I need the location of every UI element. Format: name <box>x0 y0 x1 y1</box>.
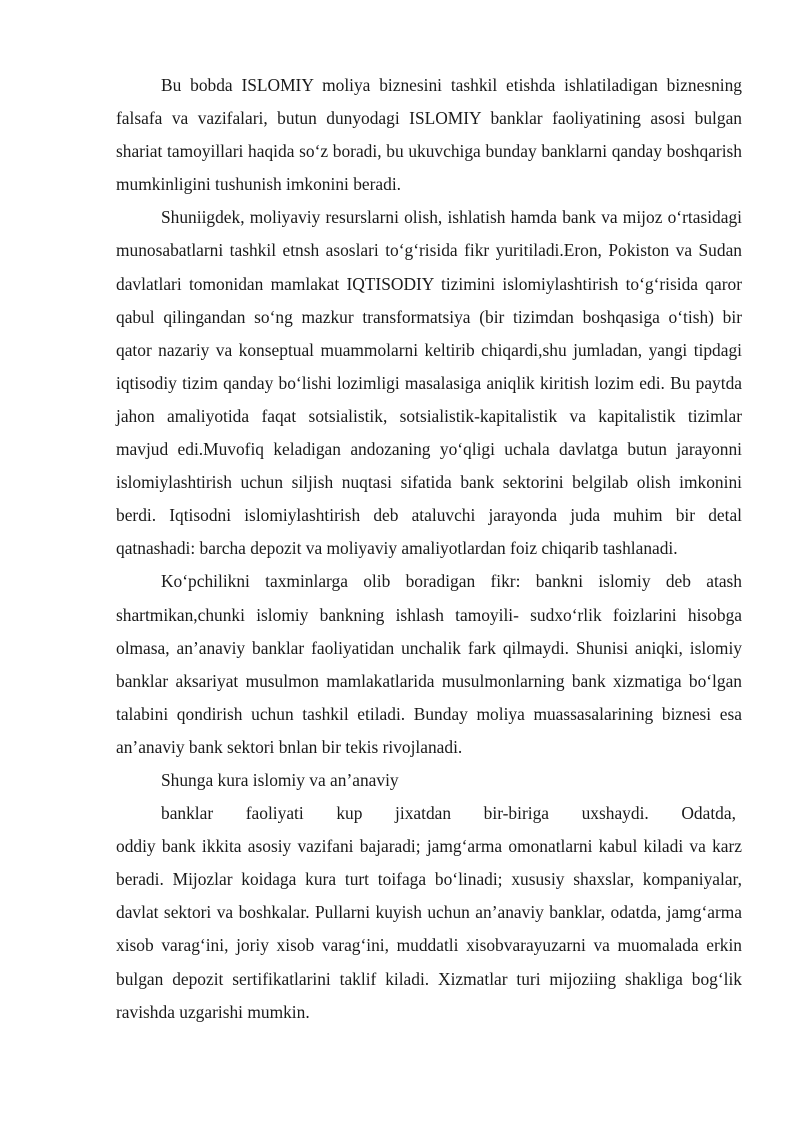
spread-word: kup <box>336 803 363 824</box>
spread-word: faoliyati <box>245 803 304 824</box>
document-body <box>116 69 742 1029</box>
spread-word: uxshaydi. <box>581 803 649 824</box>
spread-word: jixatdan <box>395 803 452 824</box>
paragraph-islamic-banks: Ko‘pchilikni taxminlarga olib boradigan fikr: bankni islomiy deb atash shartmikan,chunki islomiy bankning ishlash tamoyili- sudxo‘rlik foizlarini hisobga olmasa, an’anaviy banklar faoliyatidan unchalik fark qilmaydi. Shunisi aniqki, islomiy banklar aksariyat musulmon mamlakatlarida musulmonlarning bank xizmatiga bo‘lgan talabini qondirish uchun tashkil etiladi. Bunday moliya muassasalarining biznesi esa an’anaviy bank sektori bnlan bir tekis rivojlanadi. <box>116 571 742 757</box>
spread-line <box>116 797 742 830</box>
paragraph-islamization: Shuniigdek, moliyaviy resurslarni olish, ishlatish hamda bank va mijoz o‘rtasidagi munosabatlarni tashkil etnsh asoslari to‘g‘risida fikr yuritiladi.Eron, Pokiston va Sudan davlatlari tomonidan mamlakat IQTISODIY tizimini islomiylashtirish to‘g‘risida qaror qabul qilingandan so‘ng mazkur transformatsiya (bir tizimdan boshqasiga o‘tish) bir qator nazariy va konseptual muammolarni keltirib chiqardi,shu jumladan, yangi tipdagi iqtisodiy tizim qanday bo‘lishi lozimligi masalasiga aniqlik kiritish lozim edi. Bu paytda jahon amaliyotida faqat sotsialistik, sotsialistik-kapitalistik va kapitalistik tizimlar mavjud edi.Muvofiq keladigan andozaning yo‘qligi uchala davlatga butun jarayonni islomiylashtirish uchun siljish nuqtasi sifatida bank sektorini belgilab olish imkonini berdi. Iqtisodni islomiylashtirish deb ataluvchi jarayonda juda muhim bir detal qatnashadi: barcha depozit va moliyaviy amaliyotlardan foiz chiqarib tashlanadi. <box>116 207 742 559</box>
spread-word: Odatda, <box>681 803 736 824</box>
paragraph-intro: Bu bobda ISLOMIY moliya biznesini tashkil etishda ishlatiladigan biznesning falsafa va vazifalari, butun dunyodagi ISLOMIY banklar faoliyatining asosi bulgan shariat tamoyillari haqida so‘z boradi, bu ukuvchiga bunday banklarni qanday boshqarish mumkinligini tushunish imkonini beradi. <box>116 75 742 195</box>
paragraph-conventional-banks: oddiy bank ikkita asosiy vazifani bajaradi; jamg‘arma omonatlarni kabul kiladi va karz beradi. Mijozlar koidaga kura turt toifaga bo‘linadi; xususiy shaxslar, kompaniyalar, davlat sektori va boshkalar. Pullarni kuyish uchun an’anaviy banklar, odatda, jamg‘arma xisob varag‘ini, joriy xisob varag‘ini, muddatli xisobvarayuzarni va muomalada erkin bulgan depozit sertifikatlarini taklif kiladi. Xizmatlar turi mijoziing shakliga bog‘lik ravishda uzgarishi mumkin. <box>116 836 742 1022</box>
spread-word: banklar <box>161 803 214 824</box>
spread-word: bir-biriga <box>483 803 549 824</box>
paragraph-comparison-start: Shunga kura islomiy va an’anaviy <box>161 769 399 790</box>
